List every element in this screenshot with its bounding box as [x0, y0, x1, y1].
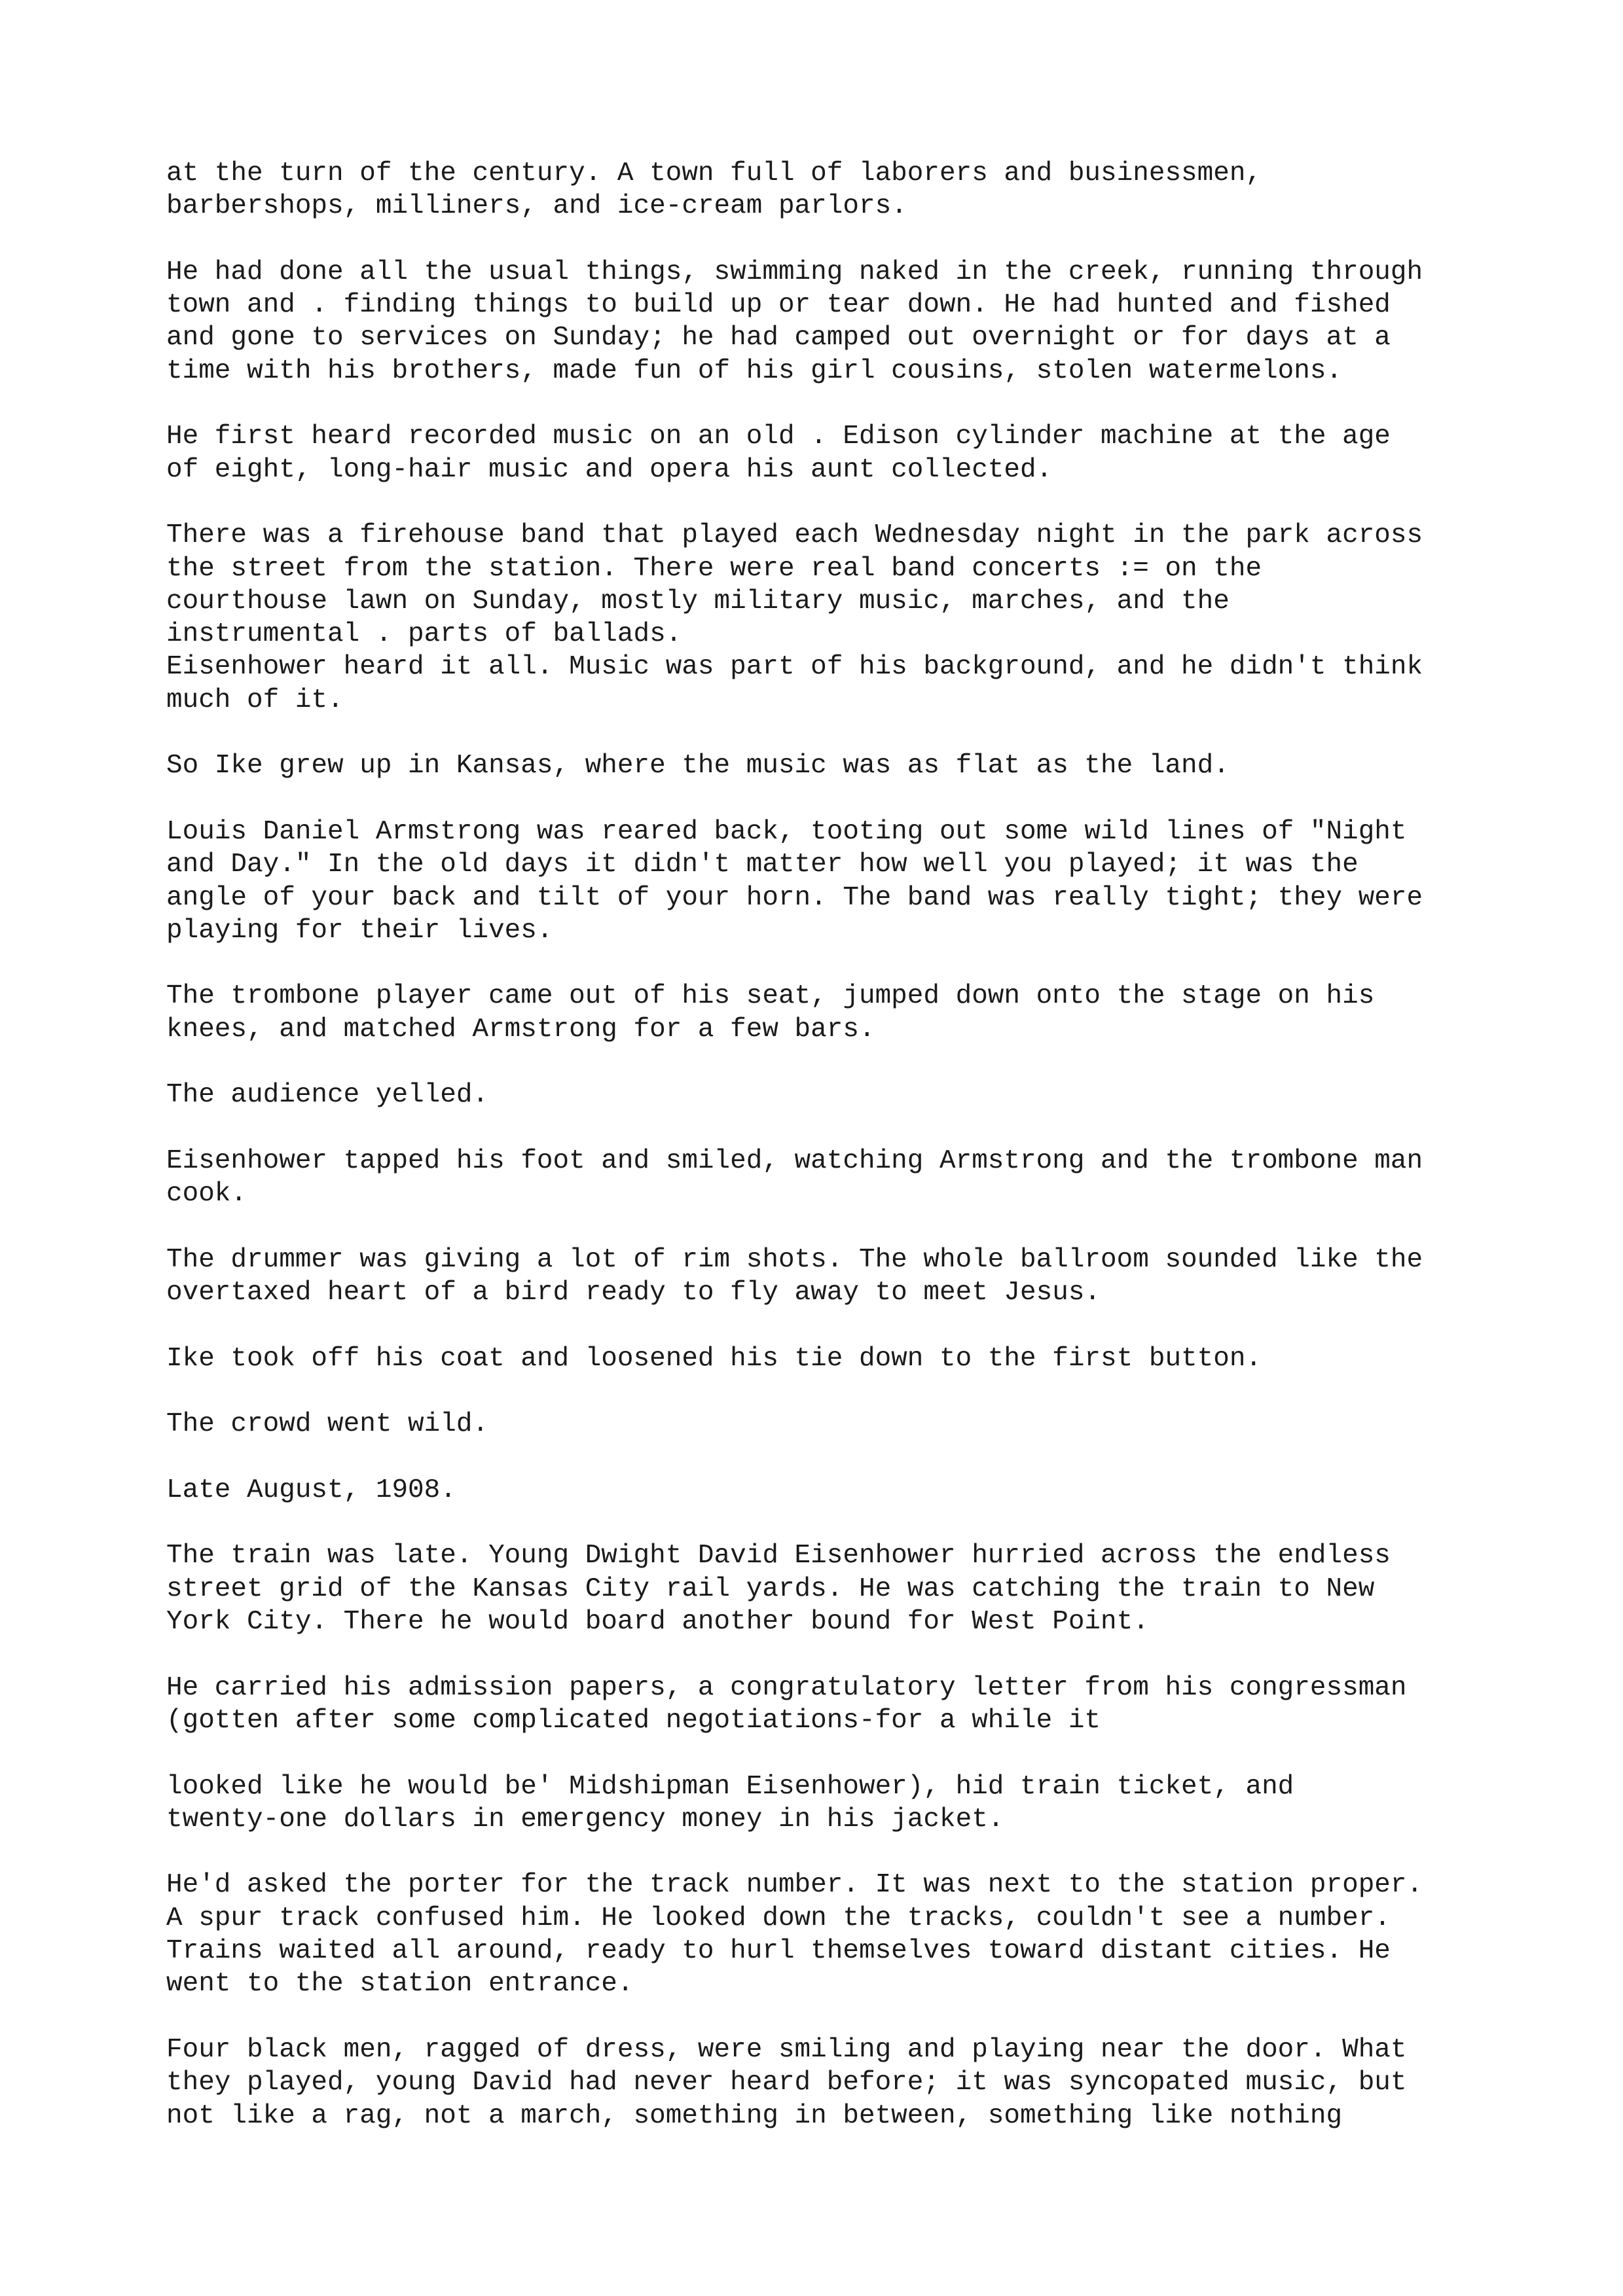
- text-line: not like a rag, not a march, something in between, something like nothing: [166, 2100, 1343, 2131]
- text-line: Late August, 1908.: [166, 1475, 456, 1505]
- text-line: of eight, long-hair music and opera his aunt collected.: [166, 454, 1053, 485]
- text-line: Four black men, ragged of dress, were smiling and playing near the door. What: [166, 2034, 1407, 2065]
- paragraph: [166, 157, 1476, 223]
- text-line: twenty-one dollars in emergency money in his jacket.: [166, 1804, 1004, 1835]
- paragraph: [166, 1672, 1476, 1738]
- paragraph-gap: [166, 717, 1476, 749]
- paragraph-gap: [166, 223, 1476, 256]
- paragraph: [166, 1244, 1476, 1310]
- text-line: overtaxed heart of a bird ready to fly away to meet Jesus.: [166, 1278, 1101, 1308]
- text-line: (gotten after some complicated negotiations-for a while it: [166, 1705, 1101, 1736]
- text-line: street grid of the Kansas City rail yards. He was catching the train to New: [166, 1573, 1375, 1604]
- paragraph: [166, 256, 1476, 387]
- text-line: the street from the station. There were real band concerts := on the: [166, 553, 1262, 584]
- text-line: angle of your back and tilt of your horn. The band was really tight; they were: [166, 882, 1423, 913]
- text-line: Eisenhower tapped his foot and smiled, watching Armstrong and the trombone man: [166, 1145, 1423, 1176]
- text-line: He had done all the usual things, swimming naked in the creek, running through: [166, 257, 1423, 287]
- text-line: Louis Daniel Armstrong was reared back, tooting out some wild lines of "Night: [166, 816, 1407, 847]
- text-line: The train was late. Young Dwight David Eisenhower hurried across the endless: [166, 1541, 1391, 1571]
- paragraph: [166, 1079, 1476, 1111]
- paragraph-gap: [166, 1375, 1476, 1408]
- text-line: went to the station entrance.: [166, 1969, 634, 2000]
- text-line: He first heard recorded music on an old . Edison cylinder machine at the age: [166, 422, 1391, 452]
- text-line: The crowd went wild.: [166, 1409, 489, 1440]
- paragraph: [166, 2034, 1476, 2132]
- text-line: Ike took off his coat and loosened his tie down to the first button.: [166, 1343, 1262, 1374]
- text-line: town and . finding things to build up or tear down. He had hunted and fished: [166, 290, 1391, 321]
- text-line: playing for their lives.: [166, 915, 553, 946]
- paragraph: [166, 1474, 1476, 1507]
- text-line: There was a firehouse band that played each Wednesday night in the park across: [166, 520, 1423, 551]
- paragraph-gap: [166, 1836, 1476, 1869]
- text-line: The trombone player came out of his seat, jumped down onto the stage on his: [166, 981, 1375, 1012]
- paragraph-gap: [166, 1211, 1476, 1244]
- text-line: barbershops, milliners, and ice-cream parlors.: [166, 191, 907, 222]
- text-line: cook.: [166, 1179, 247, 1210]
- text-line: He'd asked the porter for the track number. It was next to the station proper.: [166, 1870, 1423, 1901]
- paragraph-gap: [166, 1507, 1476, 1539]
- paragraph: [166, 980, 1476, 1046]
- paragraph-gap: [166, 947, 1476, 980]
- paragraph-gap: [166, 387, 1476, 420]
- paragraph: [166, 1342, 1476, 1375]
- text-line: they played, young David had never heard before; it was syncopated music, but: [166, 2068, 1407, 2098]
- text-line: The audience yelled.: [166, 1080, 489, 1111]
- text-line: courthouse lawn on Sunday, mostly military music, marches, and the: [166, 586, 1230, 617]
- text-line: much of it.: [166, 685, 344, 715]
- paragraph-gap: [166, 486, 1476, 519]
- text-line: and gone to services on Sunday; he had camped out overnight or for days at a: [166, 323, 1391, 353]
- paragraph: [166, 816, 1476, 947]
- paragraph-gap: [166, 1638, 1476, 1671]
- text-line: York City. There he would board another bound for West Point.: [166, 1607, 1149, 1638]
- paragraph-gap: [166, 1737, 1476, 1770]
- paragraph-gap: [166, 2001, 1476, 2034]
- paragraph: [166, 1869, 1476, 2000]
- text-line: looked like he would be' Midshipman Eisenhower), hid train ticket, and: [166, 1771, 1294, 1802]
- text-line: He carried his admission papers, a congratulatory letter from his congressman: [166, 1672, 1407, 1703]
- text-line: The drummer was giving a lot of rim shots. The whole ballroom sounded like the: [166, 1244, 1423, 1275]
- paragraph: [166, 749, 1476, 782]
- paragraph: [166, 1408, 1476, 1441]
- paragraph-gap: [166, 1112, 1476, 1145]
- paragraph: [166, 519, 1476, 717]
- text-line: time with his brothers, made fun of his girl cousins, stolen watermelons.: [166, 355, 1343, 386]
- paragraph-gap: [166, 1046, 1476, 1079]
- paragraph: [166, 1770, 1476, 1837]
- paragraph-gap: [166, 1441, 1476, 1474]
- text-line: and Day." In the old days it didn't matter how well you played; it was the: [166, 850, 1359, 880]
- text-line: A spur track confused him. He looked down the tracks, couldn't see a number.: [166, 1903, 1391, 1933]
- text-line: at the turn of the century. A town full of laborers and businessmen,: [166, 158, 1262, 188]
- text-line: Eisenhower heard it all. Music was part of his background, and he didn't think: [166, 652, 1423, 683]
- paragraph-gap: [166, 783, 1476, 816]
- paragraph: [166, 1539, 1476, 1638]
- paragraph-gap: [166, 1309, 1476, 1342]
- text-line: So Ike grew up in Kansas, where the music was as flat as the land.: [166, 751, 1230, 781]
- text-line: Trains waited all around, ready to hurl themselves toward distant cities. He: [166, 1936, 1391, 1967]
- paragraph: [166, 1145, 1476, 1211]
- paragraph: [166, 420, 1476, 486]
- text-line: instrumental . parts of ballads.: [166, 619, 682, 650]
- text-line: knees, and matched Armstrong for a few bars.: [166, 1014, 875, 1045]
- document-page: [166, 157, 1476, 2132]
